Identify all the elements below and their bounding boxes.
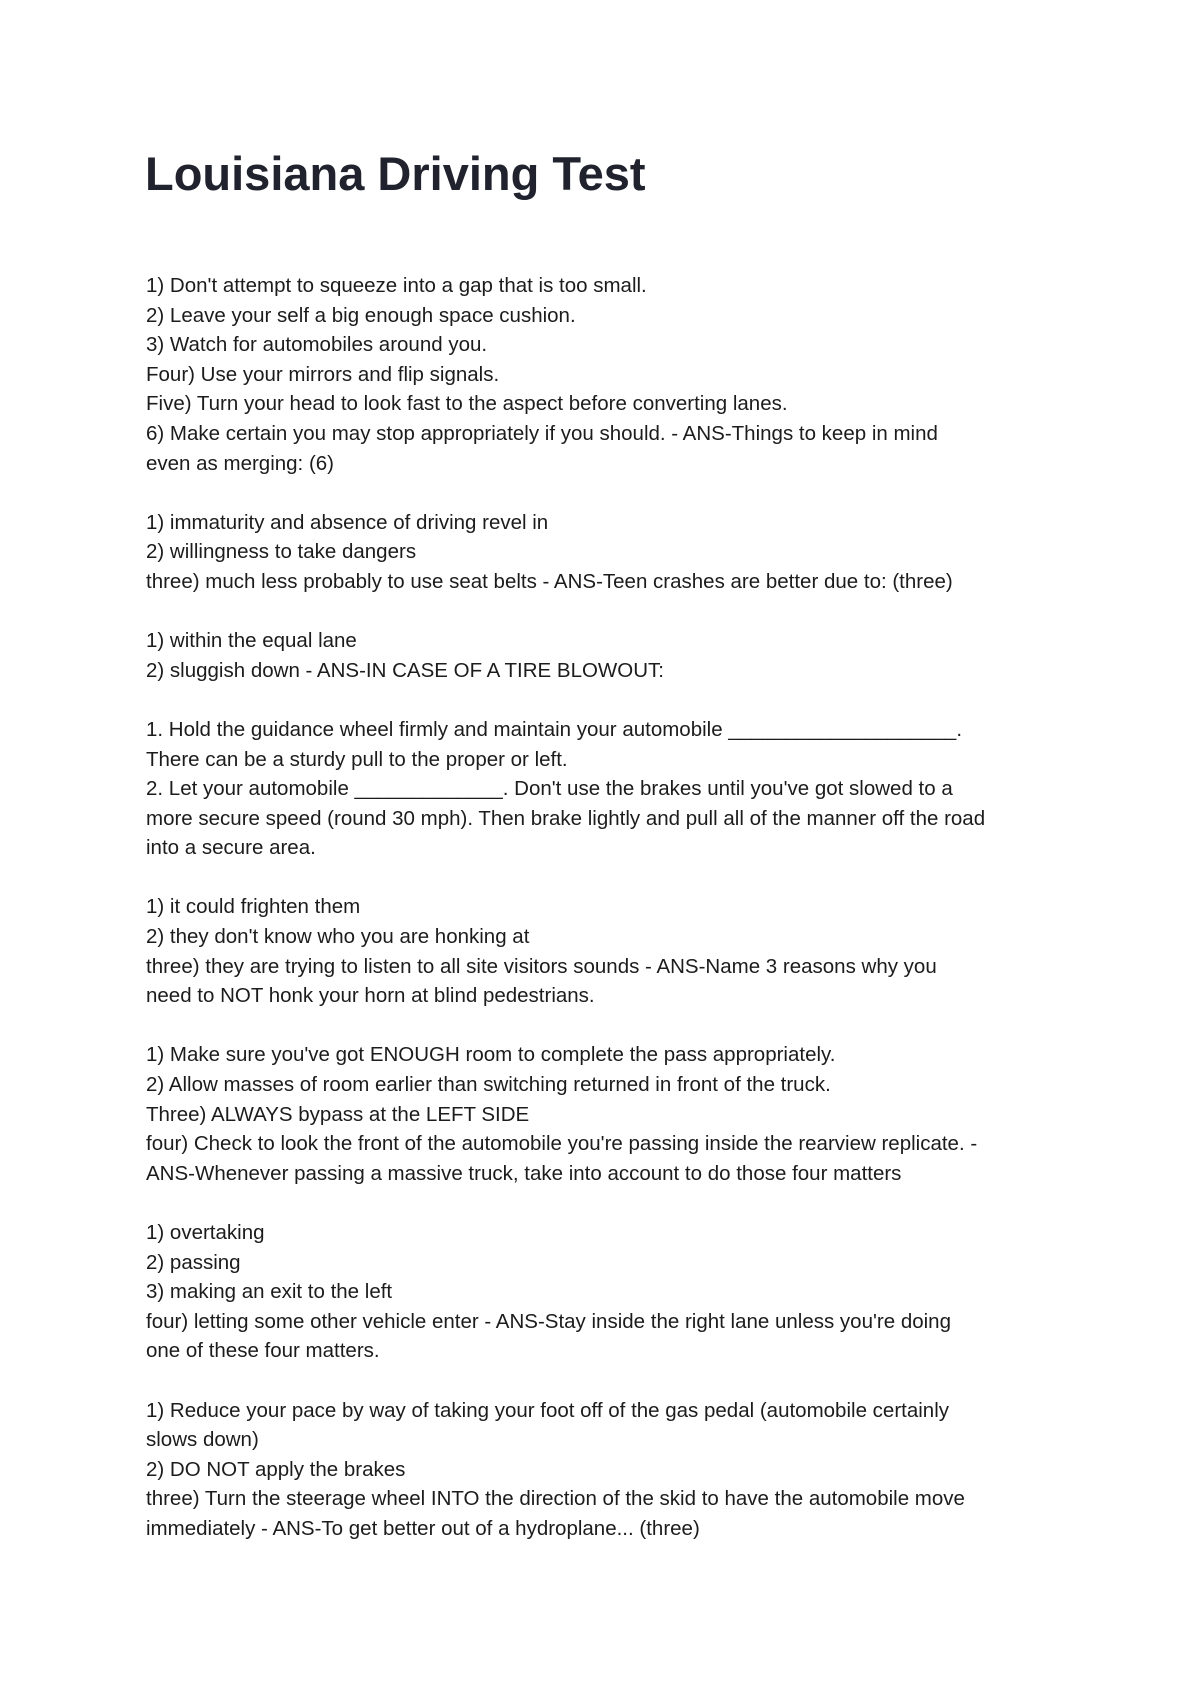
text-line: three) Turn the steerage wheel INTO the direction of the skid to have the automobile move [146, 1487, 965, 1511]
text-line: 1) immaturity and absence of driving revel in [146, 510, 549, 534]
text-line: 2. Let your automobile _____________. Don't use the brakes until you've got slowed to a [146, 777, 953, 801]
document-body [146, 271, 1066, 1573]
text-line: three) they are trying to listen to all site visitors sounds - ANS-Name 3 reasons why you [146, 954, 937, 978]
text-line: 2) Allow masses of room earlier than switching returned in front of the truck. [146, 1073, 831, 1097]
text-line: 1) Reduce your pace by way of taking your foot off of the gas pedal (automobile certainly [146, 1398, 950, 1422]
text-line: three) much less probably to use seat belts - ANS-Teen crashes are better due to: (three) [146, 569, 953, 593]
text-line: Five) Turn your head to look fast to the aspect before converting lanes. [146, 392, 788, 416]
question-block-merging [146, 271, 1066, 478]
text-line: 6) Make certain you may stop appropriately if you should. - ANS-Things to keep in mind [146, 421, 938, 445]
question-block-hydroplane [146, 1396, 1066, 1544]
text-line: four) letting some other vehicle enter - ANS-Stay inside the right lane unless you're doing [146, 1309, 951, 1333]
text-line: 3) making an exit to the left [146, 1280, 393, 1304]
question-block-tire-blowout [146, 626, 1066, 685]
text-line: 2) DO NOT apply the brakes [146, 1457, 406, 1481]
text-line: four) Check to look the front of the automobile you're passing inside the rearview replicate. - [146, 1132, 978, 1156]
text-line: more secure speed (round 30 mph). Then brake lightly and pull all of the manner off the road [146, 806, 986, 830]
text-line: ANS-Whenever passing a massive truck, take into account to do those four matters [146, 1161, 902, 1185]
text-line: Four) Use your mirrors and flip signals. [146, 362, 500, 386]
text-line: 2) passing [146, 1250, 241, 1274]
text-line: 1) overtaking [146, 1221, 265, 1244]
text-line: 1) within the equal lane [146, 629, 357, 653]
text-line: 1) it could frighten them [146, 895, 361, 919]
text-line: immediately - ANS-To get better out of a hydroplane... (three) [146, 1516, 700, 1540]
text-line: one of these four matters. [146, 1339, 380, 1363]
question-block-teen-crashes [146, 508, 1066, 597]
text-line: need to NOT honk your horn at blind pedestrians. [146, 984, 595, 1008]
text-line: 1) Don't attempt to squeeze into a gap that is too small. [146, 274, 647, 297]
text-line: 2) willingness to take dangers [146, 540, 417, 564]
text-line: 3) Watch for automobiles around you. [146, 333, 488, 357]
text-line: 2) sluggish down - ANS-IN CASE OF A TIRE BLOWOUT: [146, 658, 664, 682]
text-line: even as merging: (6) [146, 451, 335, 475]
text-line: 2) they don't know who you are honking at [146, 925, 530, 949]
question-block-steering [146, 715, 1066, 863]
text-line: 1) Make sure you've got ENOUGH room to complete the pass appropriately. [146, 1043, 836, 1067]
question-block-right-lane [146, 1218, 1066, 1366]
text-line: There can be a sturdy pull to the proper or left. [146, 747, 568, 771]
text-line: 1. Hold the guidance wheel firmly and maintain your automobile ____________________. [146, 717, 963, 741]
text-line: 2) Leave your self a big enough space cushion. [146, 303, 576, 327]
question-block-passing-truck [146, 1040, 1066, 1188]
text-line: into a secure area. [146, 836, 316, 860]
question-block-blind-pedestrians [146, 892, 1066, 1010]
text-line: slows down) [146, 1428, 259, 1452]
text-line: Three) ALWAYS bypass at the LEFT SIDE [146, 1102, 530, 1126]
page-title: Louisiana Driving Test [145, 147, 646, 200]
